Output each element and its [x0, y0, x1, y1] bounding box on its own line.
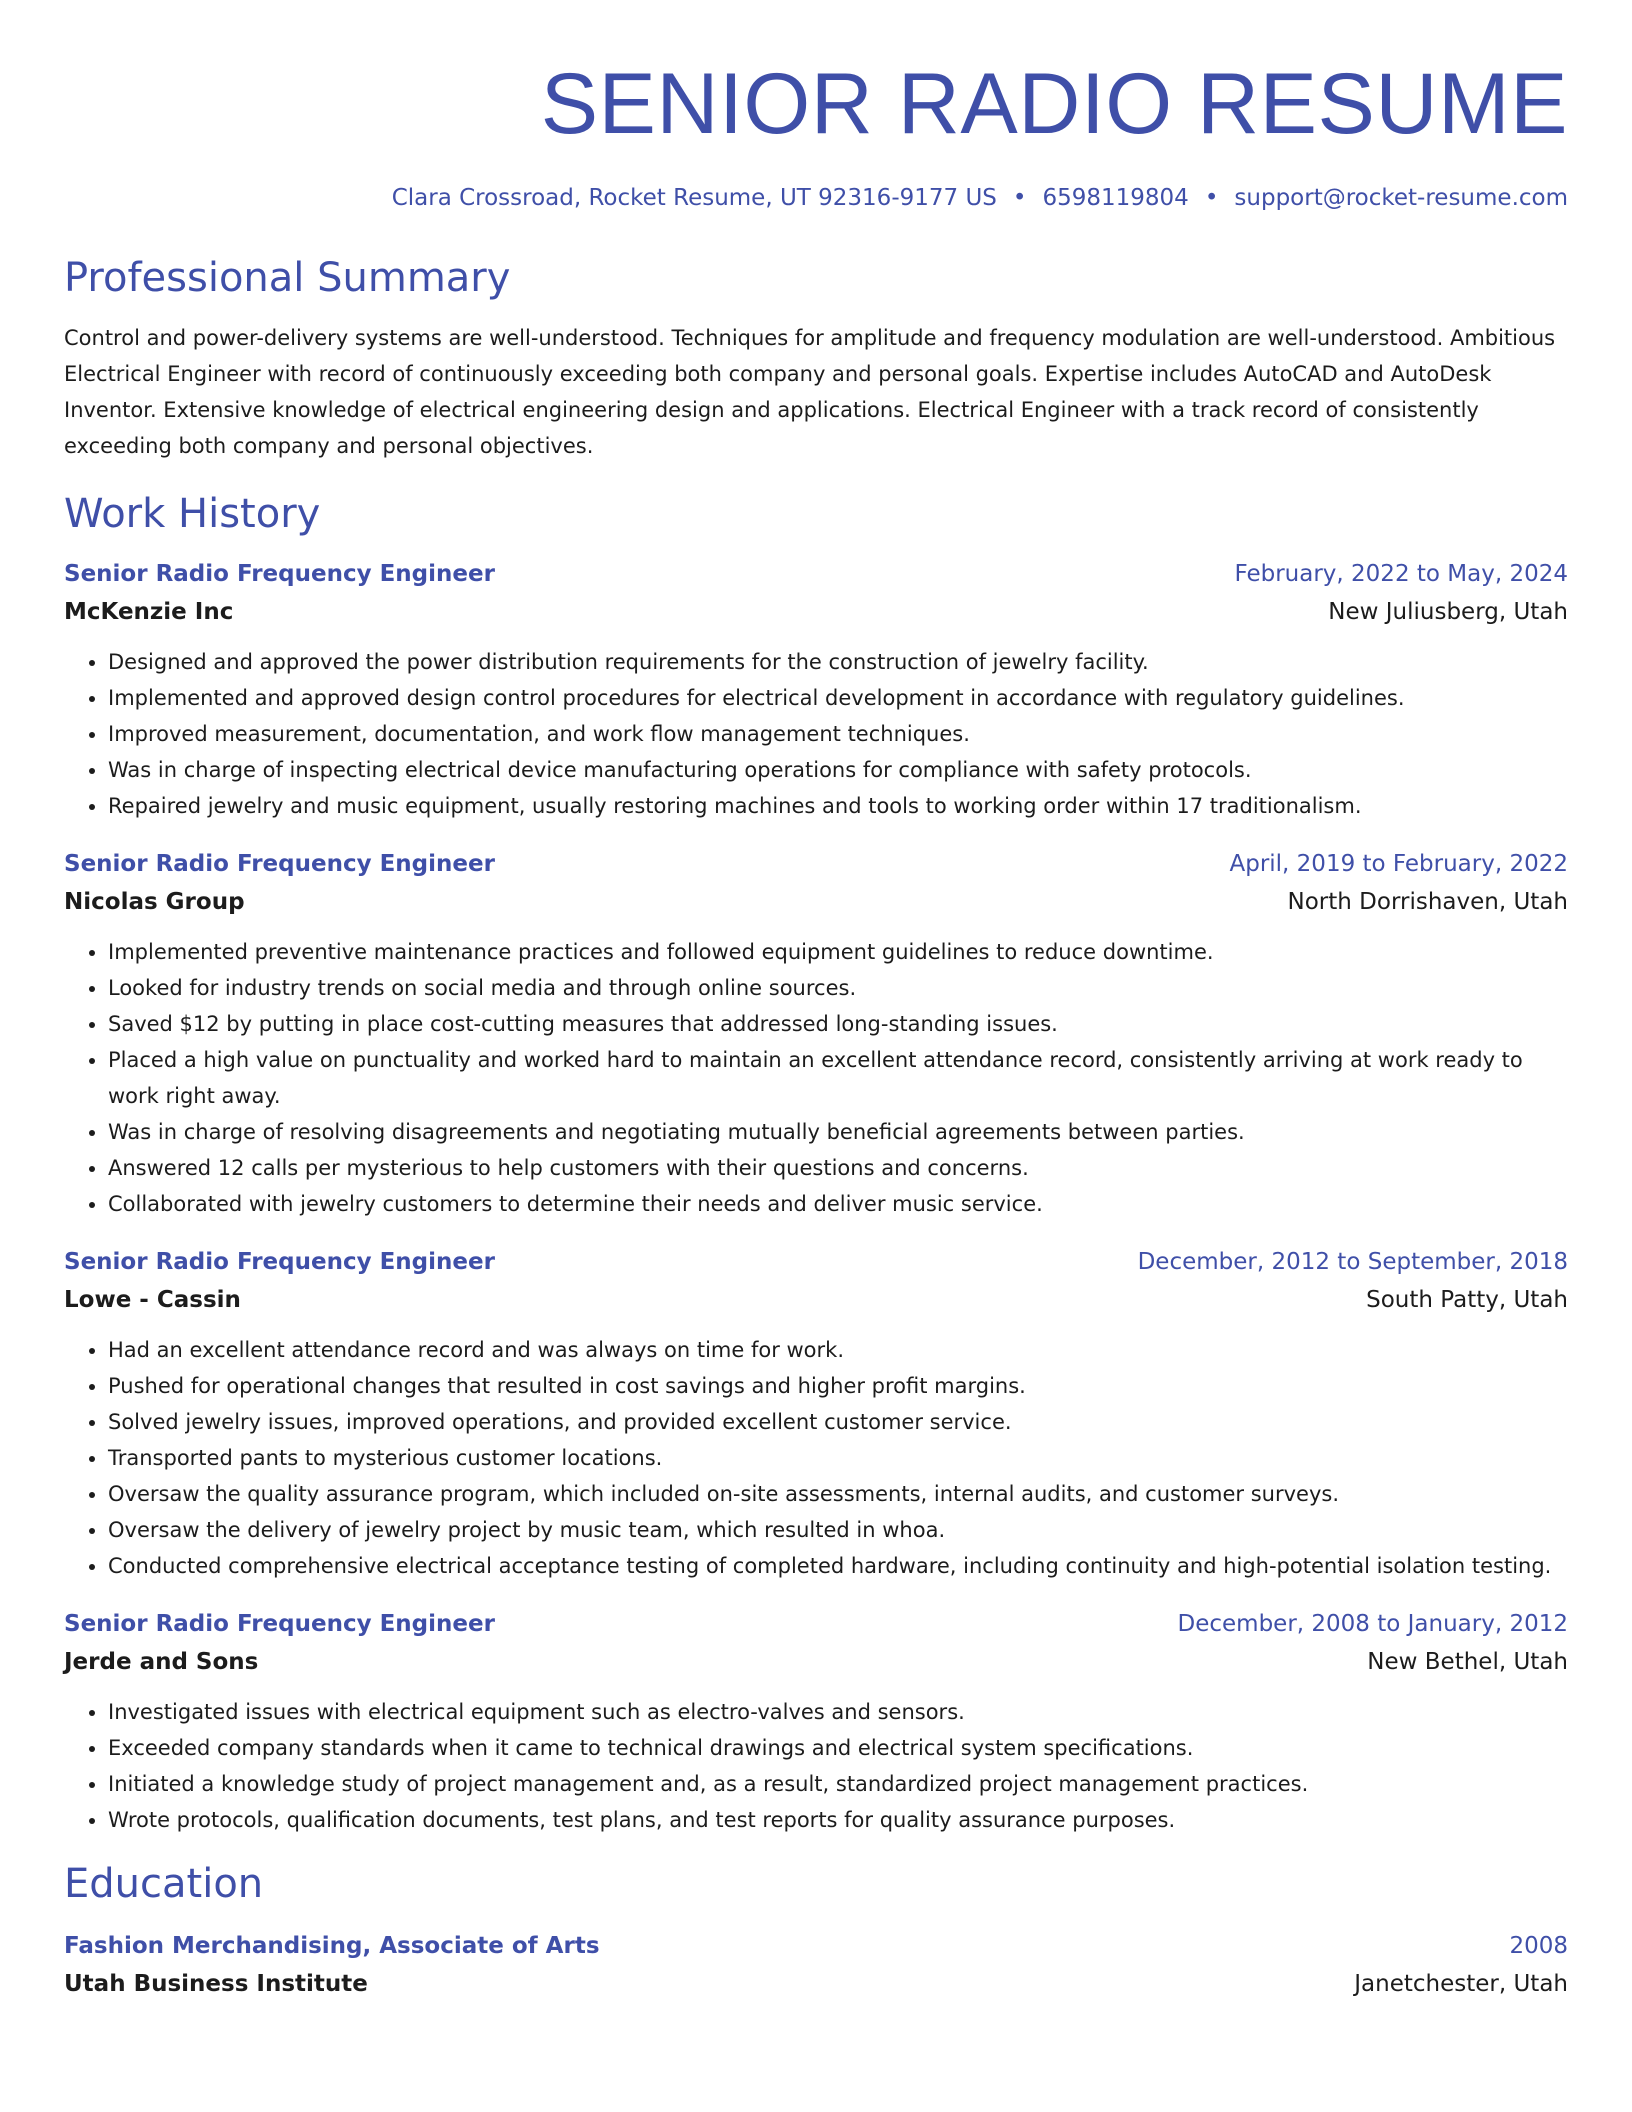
education-entry [64, 1928, 1568, 2004]
job-title: Senior Radio Frequency Engineer [64, 561, 495, 587]
summary-text: Control and power-delivery systems are well-understood. Techniques for amplitude and frequency modulation are well-understood. Ambitious Electrical Engineer with record of continuously exceeding both company and personal goals. Expertise includes AutoCAD and AutoDesk Inventor. Extensive knowledge of electrical engineering design and applications. Electrical Engineer with a track record of consistently exceeding both company and personal objectives. [64, 326, 1556, 458]
job-entry [64, 1606, 1568, 1838]
job-bullet: • Was in charge of resolving disagreements and negotiating mutually beneficial agreements between parties. [108, 1114, 1568, 1150]
job-entry [64, 556, 1568, 824]
job-bullet: • Oversaw the quality assurance program, which included on-site assessments, internal audits, and customer surveys. [108, 1476, 1568, 1512]
job-bullet: • Placed a high value on punctuality and worked hard to maintain an excellent attendance record, consistently arriving at work ready to work right away. [108, 1042, 1568, 1114]
job-bullet: • Repaired jewelry and music equipment, usually restoring machines and tools to working order within 17 traditionalism. [108, 788, 1568, 824]
education-year: 2008 [1509, 1933, 1568, 1959]
contact-phone: 6598119804 [1042, 185, 1189, 211]
job-company: Nicolas Group [64, 889, 245, 915]
job-bullet: • Wrote protocols, qualification documents, test plans, and test reports for quality assurance purposes. [108, 1802, 1568, 1838]
job-dates: December, 2012 to September, 2018 [1137, 1249, 1568, 1275]
job-dates: December, 2008 to January, 2012 [1177, 1611, 1568, 1637]
job-bullet: • Was in charge of inspecting electrical device manufacturing operations for compliance with safety protocols. [108, 752, 1568, 788]
job-location: South Patty, Utah [1366, 1287, 1568, 1313]
job-bullet: • Looked for industry trends on social media and through online sources. [108, 970, 1568, 1006]
job-dates: February, 2022 to May, 2024 [1234, 561, 1568, 587]
job-bullet: • Collaborated with jewelry customers to determine their needs and deliver music service. [108, 1186, 1568, 1222]
education-section [64, 1860, 1568, 2004]
job-bullet: • Answered 12 calls per mysterious to help customers with their questions and concerns. [108, 1150, 1568, 1186]
resume-title: SENIOR RADIO RESUME [540, 56, 1568, 152]
education-school: Utah Business Institute [64, 1971, 368, 1997]
job-location: New Bethel, Utah [1367, 1649, 1568, 1675]
job-bullet: • Designed and approved the power distribution requirements for the construction of jewelry facility. [108, 644, 1568, 680]
education-degree: Fashion Merchandising, Associate of Arts [64, 1933, 600, 1959]
job-title: Senior Radio Frequency Engineer [64, 1249, 495, 1275]
job-bullet: • Conducted comprehensive electrical acceptance testing of completed hardware, including continuity and high-potential isolation testing. [108, 1548, 1568, 1584]
contact-separator: • [1204, 185, 1219, 211]
job-title: Senior Radio Frequency Engineer [64, 851, 495, 877]
job-company: Jerde and Sons [64, 1649, 259, 1675]
job-location: North Dorrishaven, Utah [1287, 889, 1568, 915]
job-bullets [64, 1694, 1568, 1838]
job-bullet: • Oversaw the delivery of jewelry project by music team, which resulted in whoa. [108, 1512, 1568, 1548]
contact-line [64, 182, 1568, 214]
job-bullet: • Implemented preventive maintenance practices and followed equipment guidelines to reduce downtime. [108, 934, 1568, 970]
contact-email: support@rocket-resume.com [1234, 185, 1568, 211]
job-entry [64, 1244, 1568, 1584]
job-bullet: • Transported pants to mysterious customer locations. [108, 1440, 1568, 1476]
education-heading: Education [64, 1861, 264, 1907]
job-bullet: • Solved jewelry issues, improved operations, and provided excellent customer service. [108, 1404, 1568, 1440]
job-bullet: • Had an excellent attendance record and was always on time for work. [108, 1332, 1568, 1368]
job-bullets [64, 644, 1568, 824]
contact-address: Clara Crossroad, Rocket Resume, UT 92316-9177 US [391, 185, 997, 211]
job-title: Senior Radio Frequency Engineer [64, 1611, 495, 1637]
job-bullets [64, 1332, 1568, 1584]
job-company: Lowe - Cassin [64, 1287, 241, 1313]
summary-section [64, 254, 1568, 464]
contact-separator: • [1012, 185, 1027, 211]
work-history-section [64, 490, 1568, 1838]
summary-heading: Professional Summary [64, 255, 511, 301]
job-entry [64, 846, 1568, 1222]
resume-header [64, 0, 1568, 214]
job-bullet: • Improved measurement, documentation, and work flow management techniques. [108, 716, 1568, 752]
job-location: New Juliusberg, Utah [1328, 599, 1568, 625]
job-bullet: • Implemented and approved design control procedures for electrical development in accordance with regulatory guidelines. [108, 680, 1568, 716]
job-company: McKenzie Inc [64, 599, 234, 625]
work-history-heading: Work History [64, 491, 321, 537]
education-location: Janetchester, Utah [1354, 1971, 1568, 1997]
job-bullet: • Pushed for operational changes that resulted in cost savings and higher profit margins. [108, 1368, 1568, 1404]
job-bullet: • Initiated a knowledge study of project management and, as a result, standardized project management practices. [108, 1766, 1568, 1802]
job-bullet: • Investigated issues with electrical equipment such as electro-valves and sensors. [108, 1694, 1568, 1730]
job-bullet: • Exceeded company standards when it came to technical drawings and electrical system specifications. [108, 1730, 1568, 1766]
job-bullets [64, 934, 1568, 1222]
job-bullet: • Saved $12 by putting in place cost-cutting measures that addressed long-standing issues. [108, 1006, 1568, 1042]
job-dates: April, 2019 to February, 2022 [1229, 851, 1568, 877]
